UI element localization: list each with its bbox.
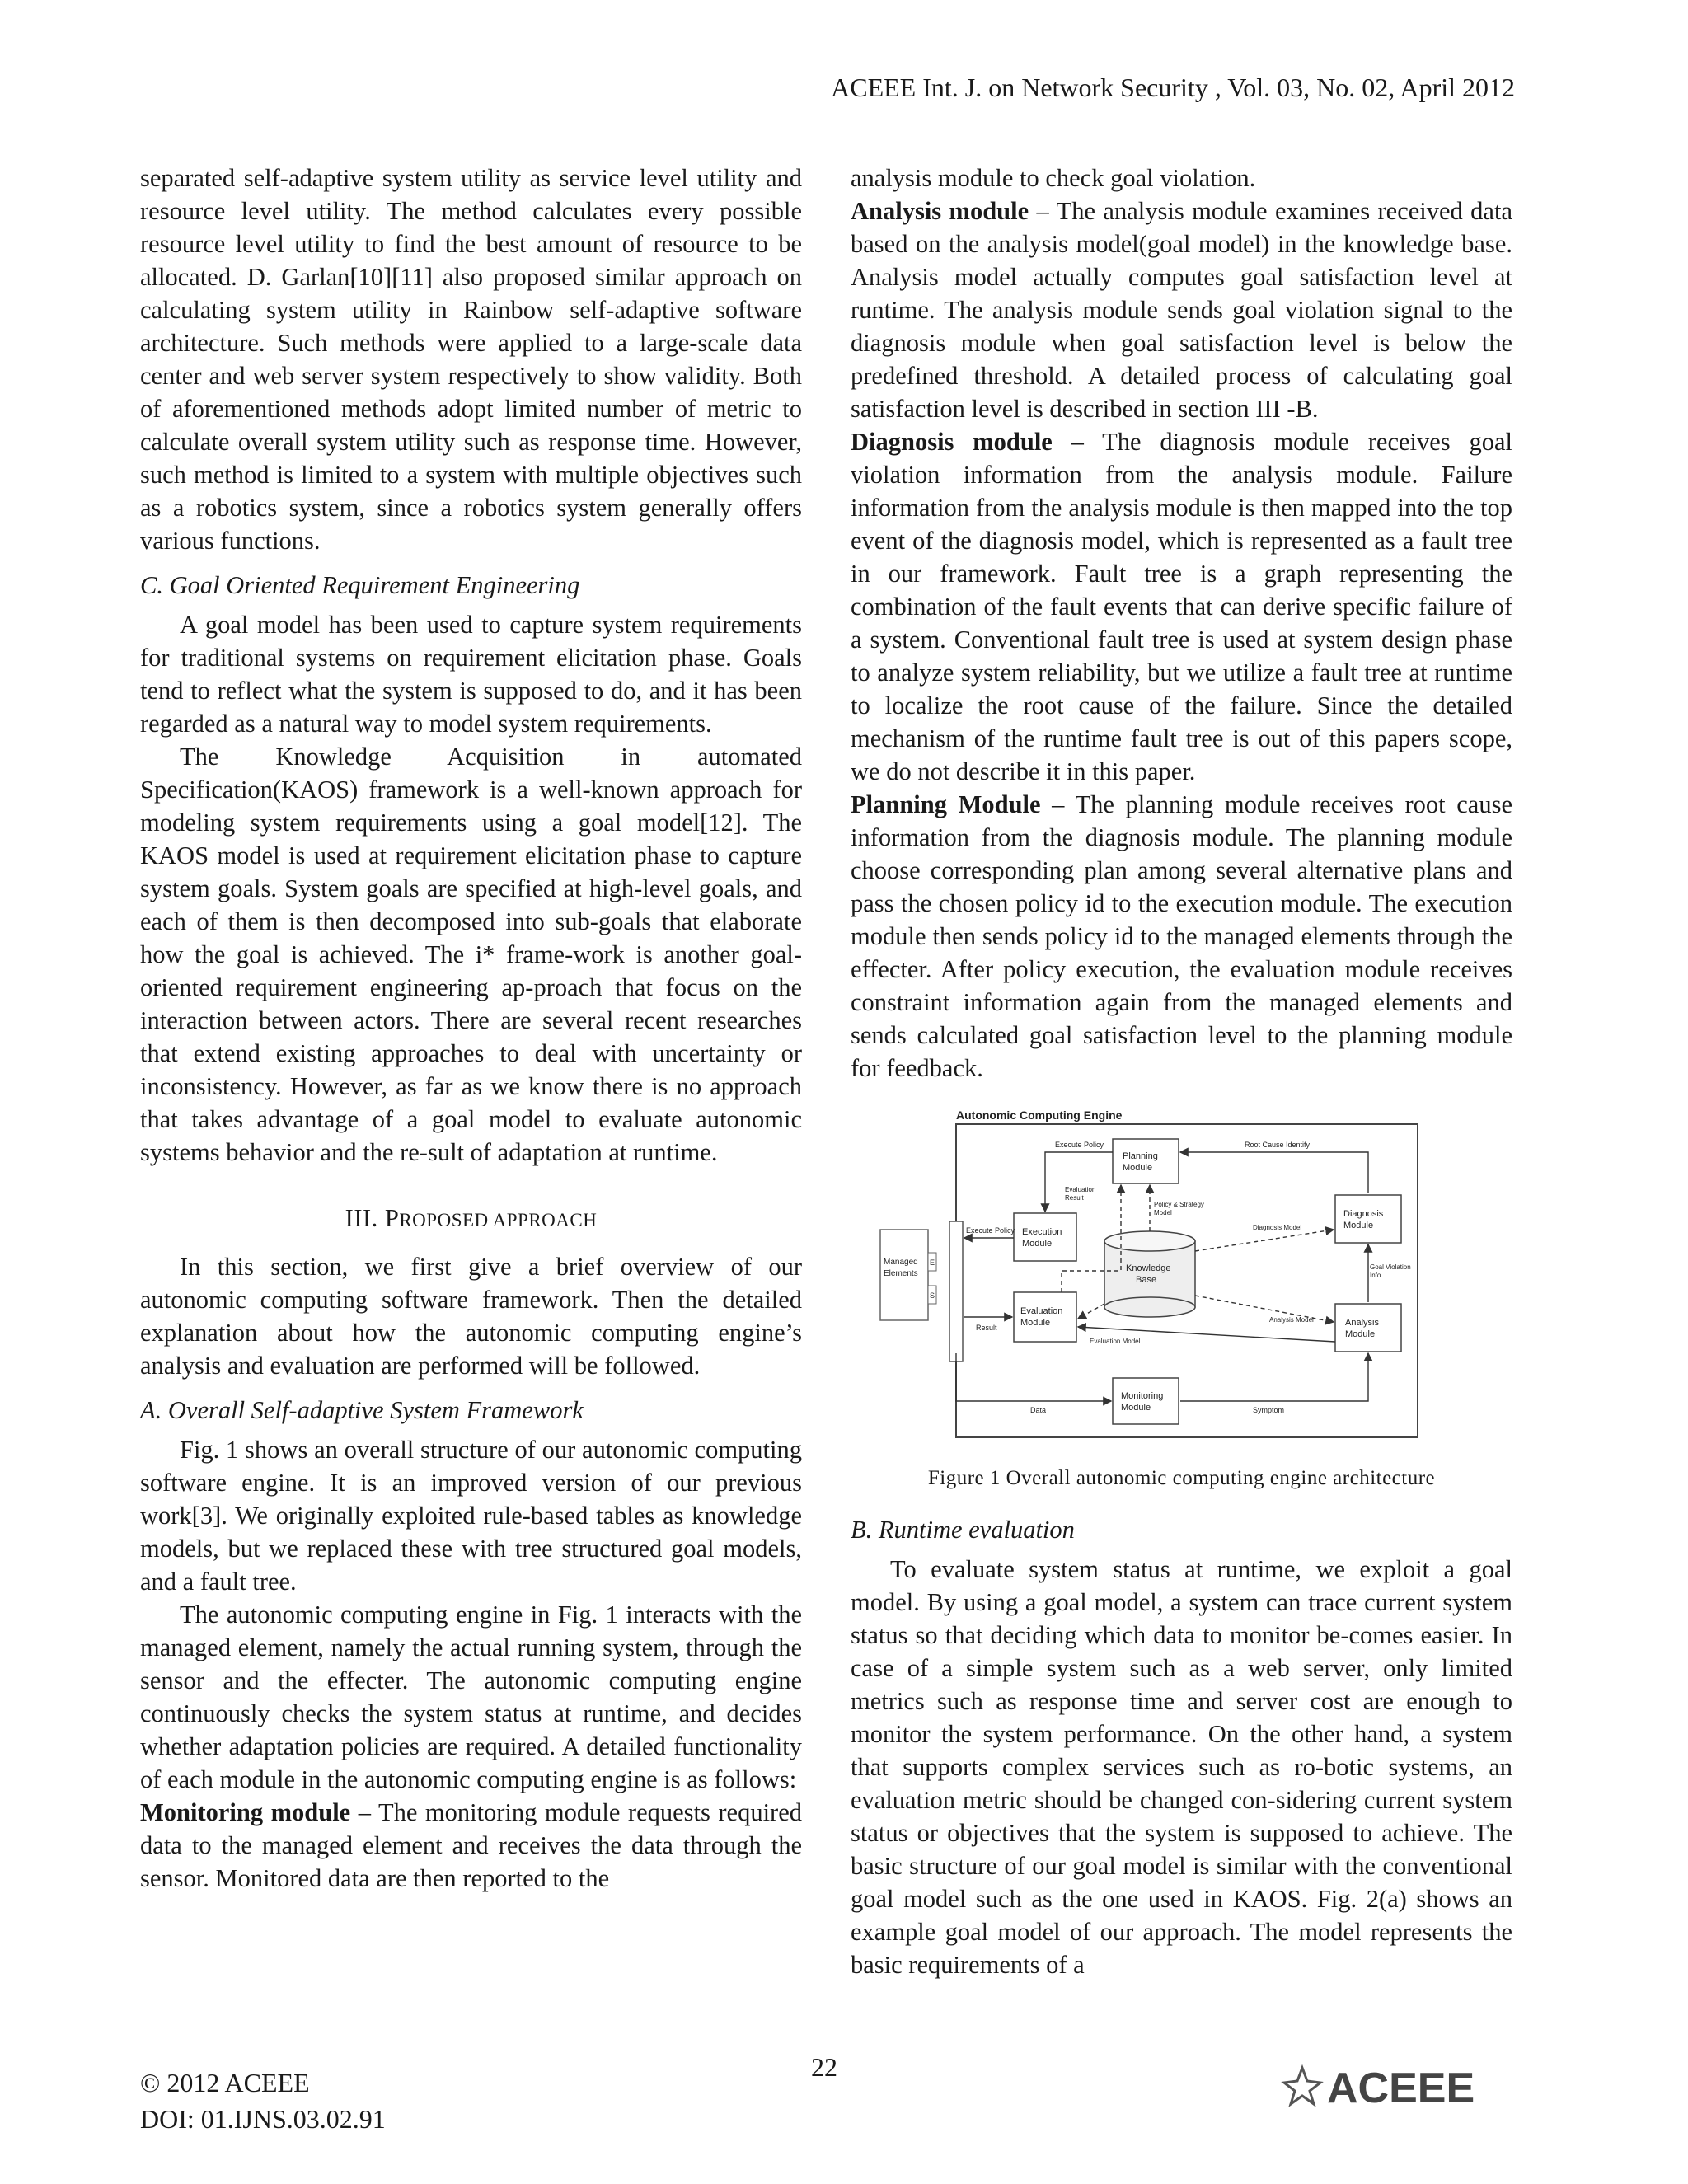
architecture-diagram — [874, 1106, 1475, 1452]
planning-module-term: Planning Module — [851, 790, 1041, 818]
label-evaluation-model: Evaluation Model — [1090, 1338, 1141, 1345]
evaluation-module-box — [1014, 1292, 1076, 1342]
label-execute-policy-top: Execute Policy — [1055, 1141, 1104, 1149]
planning-module-paragraph — [851, 788, 1512, 1085]
diagnosis-label-2: Module — [1343, 1221, 1374, 1230]
section-iii-heading — [140, 1202, 802, 1237]
diagnosis-module-term: Diagnosis module — [851, 428, 1053, 456]
label-symptom: Symptom — [1253, 1406, 1285, 1414]
managed-label-2: Elements — [884, 1269, 918, 1278]
label-goal-violation-1: Goal Violation — [1370, 1263, 1411, 1271]
monitoring-module-text: – The monitoring module requests required data to the managed element and receives the data through the sensor. Monitored data are then reported to the — [140, 1798, 802, 1892]
analysis-label-1: Analysis — [1345, 1318, 1379, 1328]
left-paragraph-6: The autonomic computing engine in Fig. 1 interacts with the managed element, namely the actual running system, through the sensor and the effecter. The autonomic computing engine continuously checks the system status at runtime, and decides whether adaptation policies are required. A detailed functionality of each module in the autonomic computing engine is as follows: — [140, 1601, 802, 1793]
diagnosis-module-box — [1335, 1195, 1401, 1243]
analysis-module-text: – The analysis module examines received data based on the analysis model(goal model) in the knowledge base. Analysis model actually computes goal satisfaction level at runtime. The analysis module sends goal violation signal to the diagnosis module when goal satisfaction level is below the predefined threshold. A detailed process of calculating goal satisfaction level is described in section III -B. — [851, 197, 1512, 423]
subsection-b-heading: B. Runtime evaluation — [851, 1516, 1075, 1544]
managed-label-1: Managed — [884, 1258, 918, 1267]
label-analysis-model: Analysis Model — [1269, 1316, 1314, 1324]
aceee-logo-graphic — [1278, 2056, 1525, 2114]
label-policy-strategy-1: Policy & Strategy — [1154, 1201, 1204, 1208]
label-eval-result-2: Result — [1065, 1194, 1084, 1202]
figure-caption: Figure 1 Overall autonomic computing engine architecture — [927, 1467, 1436, 1489]
section-number: III. P — [345, 1204, 400, 1232]
subsection-a-heading: A. Overall Self-adaptive System Framework — [140, 1396, 584, 1424]
analysis-module-box — [1335, 1304, 1401, 1352]
knowledge-base-cylinder — [1104, 1231, 1195, 1317]
execution-label-2: Module — [1022, 1239, 1053, 1249]
label-policy-strategy-2: Model — [1154, 1209, 1172, 1216]
footer-info — [140, 2064, 386, 2137]
monitoring-label-1: Monitoring — [1121, 1391, 1164, 1401]
monitoring-label-2: Module — [1121, 1403, 1151, 1413]
label-eval-result-1: Evaluation — [1065, 1186, 1096, 1193]
analysis-module-term: Analysis module — [851, 197, 1029, 225]
doi: DOI: 01.IJNS.03.02.91 — [140, 2104, 386, 2134]
right-paragraph-1: analysis module to check goal violation. — [851, 164, 1256, 192]
right-paragraph-5: To evaluate system status at runtime, we exploit a goal model. By using a goal model, a system can trace current system status so that deciding which data to monitor be-comes easier. In case of a simple system such as a web server, only limited metrics such as response time and server cost are enough to monitor the system performance. On the other hand, a system that supports complex services such as ro-botic systems, an evaluation metric should be changed con-sidering current system status or objectives that the system is supposed to achieve. The basic structure of our goal model is similar with the conventional goal model such as the one used in KAOS. Fig. 2(a) shows an example goal model of our approach. The model represents the basic requirements of a — [851, 1555, 1512, 1979]
evaluation-label-2: Module — [1020, 1318, 1051, 1328]
left-paragraph-4: In this section, we first give a brief overview of our autonomic computing software framework. Then the detailed explanation about how the autonomic computing engine’s analysis and evaluation are performed will be followed. — [140, 1253, 802, 1380]
evaluation-label-1: Evaluation — [1020, 1306, 1063, 1316]
execution-label-1: Execution — [1022, 1227, 1062, 1237]
label-data: Data — [1030, 1406, 1047, 1414]
monitoring-module-term: Monitoring module — [140, 1798, 351, 1826]
effecter-label: E — [930, 1258, 935, 1267]
left-paragraph-2: A goal model has been used to capture system requirements for traditional systems on requirement elicitation phase. Goals tend to reflect what the system is supposed to do, and it has been regarded as a natural way to model system requirements. — [140, 611, 802, 738]
planning-label-2: Module — [1123, 1163, 1153, 1173]
left-paragraph-5: Fig. 1 shows an overall structure of our autonomic computing software engine. It is an improved version of our previous work[3]. We originally exploited rule-based tables as knowledge models, but we replaced these with tree structured goal models, and a fault tree. — [140, 1436, 802, 1596]
analysis-label-2: Module — [1345, 1329, 1376, 1339]
left-column — [140, 162, 802, 1895]
label-root-cause: Root Cause Identify — [1245, 1141, 1311, 1149]
subsection-c-heading: C. Goal Oriented Requirement Engineering — [140, 571, 580, 599]
section-title-smallcaps: ROPOSED APPROACH — [399, 1210, 598, 1230]
diagnosis-module-text: – The diagnosis module receives goal violation information from the analysis module. Failure information from the analysis module is then mapped into the top event of the diagnosis model, which is represented as a fault tree in our framework. Fault tree is a graph representing the combination of the fault events that can derive specific failure of a system. Conventional fault tree is used at system design phase to analyze system reliability, but we utilize a fault tree at runtime to localize the root cause of the failure. Since the detailed mechanism of the runtime fault tree is out of this papers scope, we do not describe it in this paper. — [851, 428, 1512, 785]
right-column — [851, 162, 1512, 1981]
logo-text: ACEEE — [1327, 2064, 1475, 2112]
knowledge-label-1: Knowledge — [1126, 1263, 1171, 1273]
diagnosis-label-1: Diagnosis — [1343, 1209, 1384, 1219]
left-paragraph-1: separated self-adaptive system utility as service level utility and resource level utility. The method calculates every possible resource level utility to find the best amount of resource to be allocated. D. Garlan[10][11] also proposed similar approach on calculating system utility in Rainbow self-adaptive software architecture. Such methods were applied to a large-scale data center and web server system respectively to show validity. Both of aforementioned methods adopt limited number of metric to calculate overall system utility such as response time. However, such method is limited to a system with multiple objectives such as a robotics system, since a robotics system generally offers various functions. — [140, 164, 802, 555]
label-result: Result — [976, 1324, 997, 1332]
label-execute-policy-left: Execute Policy — [966, 1226, 1015, 1235]
monitoring-module-box — [1113, 1378, 1179, 1424]
label-diagnosis-model: Diagnosis Model — [1253, 1224, 1302, 1231]
sensor-label: S — [930, 1291, 935, 1300]
monitoring-module-paragraph — [140, 1796, 802, 1895]
left-paragraph-3: The Knowledge Acquisition in automated Specification(KAOS) framework is a well-known approach for modeling system requirements using a goal model[12]. The KAOS model is used at requirement elicitation phase to capture system goals. System goals are specified at high-level goals, and each of them is then decomposed into sub-goals that elaborate how the goal is achieved. The i* frame-work is another goal-oriented requirement engineering ap-proach that focus on the interaction between actors. There are several recent researches that extend existing approaches to deal with uncertainty or inconsistency. However, as far as we know there is no approach that takes advantage of a goal model to evaluate autonomic systems behavior and the re-sult of adaptation at runtime. — [140, 743, 802, 1166]
planning-module-box — [1113, 1139, 1179, 1183]
figure-title: Autonomic Computing Engine — [956, 1108, 1123, 1122]
execution-module-box — [1014, 1213, 1076, 1261]
planning-module-text: – The planning module receives root cause information from the diagnosis module. The planning module choose corresponding plan among several alternative plans and pass the chosen policy id to the execution module. The execution module then sends policy id to the managed elements through the effecter. After policy execution, the evaluation module receives constraint information again from the managed elements and sends calculated goal satisfaction level to the planning module for feedback. — [851, 790, 1512, 1082]
analysis-module-paragraph — [851, 194, 1512, 425]
planning-label-1: Planning — [1123, 1151, 1158, 1161]
architecture-figure — [874, 1106, 1475, 1452]
journal-header: ACEEE Int. J. on Network Security , Vol. 03, No. 02, April 2012 — [831, 73, 1515, 102]
interface-bar — [950, 1221, 963, 1361]
copyright: © 2012 ACEEE — [140, 2068, 310, 2097]
label-goal-violation-2: Info. — [1370, 1272, 1383, 1279]
aceee-logo — [1278, 2056, 1525, 2114]
page-number: 22 — [811, 2052, 837, 2082]
knowledge-label-2: Base — [1136, 1275, 1157, 1285]
diagnosis-module-paragraph — [851, 425, 1512, 788]
star-icon — [1284, 2068, 1320, 2104]
